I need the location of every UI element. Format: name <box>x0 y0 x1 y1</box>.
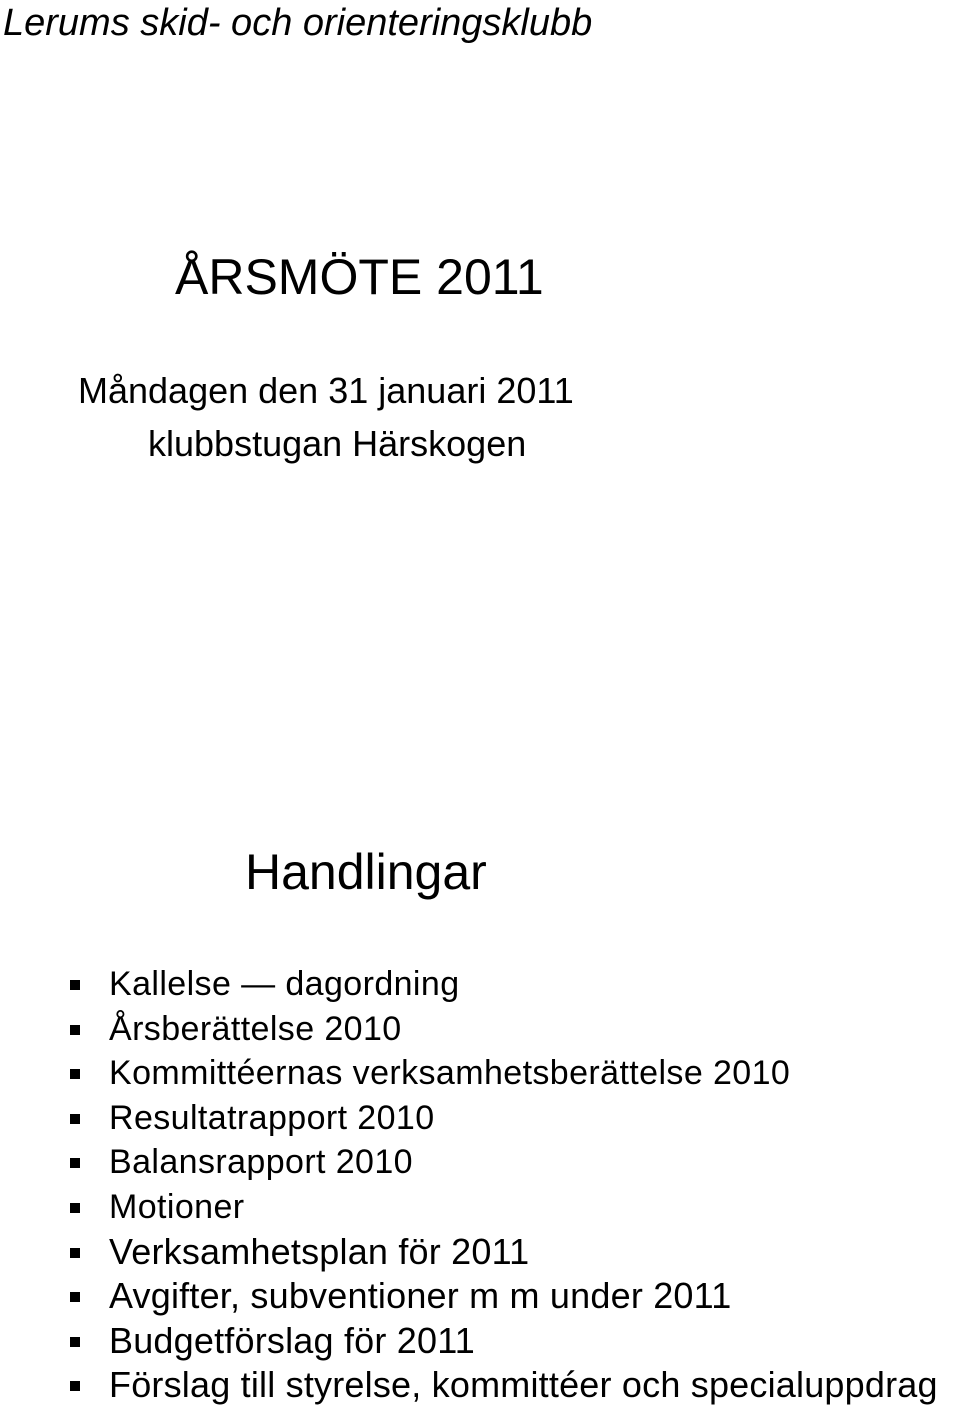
list-item-text: Resultatrapport 2010 <box>109 1098 435 1137</box>
square-bullet-icon <box>70 1158 80 1168</box>
square-bullet-icon <box>70 1292 80 1302</box>
list-item <box>70 962 938 1007</box>
documents-list <box>70 962 938 1408</box>
list-item-text: Balansrapport 2010 <box>109 1143 413 1182</box>
list-item-text: Förslag till styrelse, kommittéer och specialuppdrag <box>109 1364 938 1406</box>
list-item <box>70 1051 938 1096</box>
square-bullet-icon <box>70 1381 80 1391</box>
list-item-text: Kommittéernas verksamhetsberättelse 2010 <box>109 1054 791 1093</box>
square-bullet-icon <box>70 1114 80 1124</box>
meeting-title: ÅRSMÖTE 2011 <box>175 249 544 305</box>
list-item <box>70 1274 938 1319</box>
list-item-text: Motioner <box>109 1187 245 1226</box>
square-bullet-icon <box>70 1069 80 1079</box>
list-item-text: Årsberättelse 2010 <box>109 1009 402 1048</box>
list-item <box>70 1363 938 1408</box>
list-item <box>70 1230 938 1275</box>
list-item-text: Kallelse — dagordning <box>109 965 460 1003</box>
list-item <box>70 1185 938 1230</box>
list-item-text: Avgifter, subventioner m m under 2011 <box>109 1275 732 1317</box>
list-item <box>70 1140 938 1185</box>
list-item <box>70 1319 938 1364</box>
club-name: Lerums skid- och orienteringsklubb <box>3 2 593 44</box>
list-item-text: Budgetförslag för 2011 <box>109 1319 475 1361</box>
square-bullet-icon <box>70 1025 80 1035</box>
meeting-place: klubbstugan Härskogen <box>148 423 527 464</box>
list-item-text: Verksamhetsplan för 2011 <box>109 1230 530 1272</box>
square-bullet-icon <box>70 1248 80 1258</box>
meeting-date: Måndagen den 31 januari 2011 <box>78 370 574 411</box>
documents-heading: Handlingar <box>245 844 487 900</box>
square-bullet-icon <box>70 1337 80 1347</box>
square-bullet-icon <box>70 980 80 990</box>
list-item <box>70 1096 938 1141</box>
list-item <box>70 1007 938 1052</box>
square-bullet-icon <box>70 1203 80 1213</box>
